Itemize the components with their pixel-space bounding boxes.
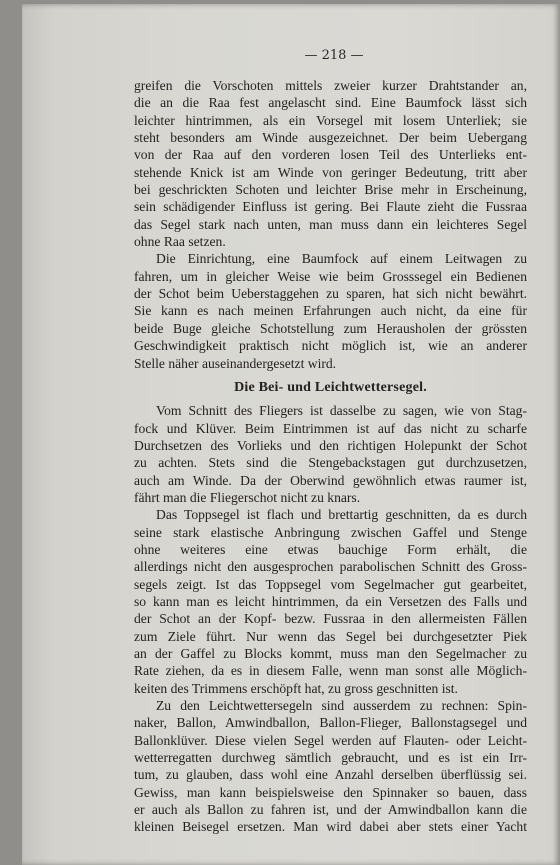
text-line: bei geschrickten Schoten und leichter Brise mehr in Erscheinung, <box>134 182 527 198</box>
text-line: segels zeigt. Ist das Toppsegel vom Segelmacher gut gearbeitet, <box>134 576 527 592</box>
text-line: das Segel stark nach unten, man muss dann ein leichteres Segel <box>134 216 527 232</box>
text-line: fährt man die Fliegerschot nicht zu knars. <box>134 489 361 505</box>
text-line: Das Toppsegel ist flach und brettartig geschnitten, da es durch <box>156 507 527 523</box>
text-line: Zu den Leichtwettersegeln sind ausserdem zu rechnen: Spin- <box>156 698 527 714</box>
text-line: wetterregatten durchweg sämtlich gebraucht, und es ist ein Irr- <box>134 750 527 766</box>
paragraph <box>134 506 527 697</box>
text-line: kleinen Beisegel ersetzen. Man wird dabei aber stets einer Yacht <box>134 819 527 835</box>
text-line: Ballonklüver. Diese vielen Segel werden auf Flauten- oder Leicht- <box>134 732 527 748</box>
text-line: stehende Knick ist am Winde von geringer Bedeutung, tritt aber <box>134 164 527 180</box>
text-line: fock und Klüver. Beim Eintrimmen ist auf das nicht zu scharfe <box>134 420 527 436</box>
text-line: allerdings nicht den ausgesprochen parabolischen Schnitt des Gross- <box>134 559 527 575</box>
text-line: von der Raa auf den vorderen losen Teil des Unterlieks ent- <box>134 147 527 163</box>
text-line: zu achten. Stets sind die Stengebackstagen gut durchzusetzen, <box>134 455 527 471</box>
paragraph <box>134 250 527 371</box>
text-line: beide Buge gleiche Schotstellung zum Herausholen der grössten <box>134 320 527 336</box>
body-text <box>134 77 527 836</box>
text-line: seine stark elastische Anbringung zwischen Gaffel und Stenge <box>134 524 527 540</box>
text-line: Rate ziehen, da es in diesem Falle, wenn man sonst alle Möglich- <box>134 663 527 679</box>
section-heading: Die Bei- und Leichtwettersegel. <box>234 379 427 395</box>
section-after-heading <box>134 402 527 836</box>
text-line: leichter hintrimmen, als ein Vorsegel mit losem Unterliek; sie <box>134 112 527 128</box>
text-line: auch am Winde. Da der Oberwind gewöhnlich etwas raumer ist, <box>134 472 527 488</box>
text-line: Durchsetzen des Vorlieks und den richtigen Holepunkt der Schot <box>134 437 527 453</box>
text-line: fahren, um in gleicher Weise wie beim Grosssegel ein Bedienen <box>134 268 527 284</box>
text-line: greifen die Vorschoten mittels zweier kurzer Drahtstander an, <box>134 78 527 93</box>
text-line: tum, zu glauben, dass wohl eine Anzahl derselben überflüssig sei. <box>134 767 527 783</box>
paragraph <box>134 77 527 250</box>
text-line: sein schädigender Einfluss ist gering. Bei Flaute zieht die Fussraa <box>134 199 527 215</box>
text-line: keiten des Trimmens erschöpft hat, zu gross geschnitten ist. <box>134 680 458 696</box>
text-line: Geschwindigkeit praktisch nicht möglich ist, wie an anderer <box>134 338 527 354</box>
text-line: zum Ziele führt. Nur wenn das Segel bei durchgesetzter Piek <box>134 628 527 644</box>
text-line: naker, Ballon, Amwindballon, Ballon-Flieger, Ballonstagsegel und <box>134 715 527 731</box>
text-line: an der Gaffel zu Blocks kommt, muss man den Segelmacher zu <box>134 646 527 661</box>
text-line: so kann man es leicht hintrimmen, da ein Versetzen des Falls und <box>134 593 527 609</box>
text-line: Die Einrichtung, eine Baumfock auf einem Leitwagen zu <box>156 251 527 267</box>
text-line: der Schot an der Kopf- bezw. Fussraa in den allermeisten Fällen <box>134 611 527 627</box>
text-line: der Schot beim Ueberstaggehen zu sparen, hat sich nicht bewährt. <box>134 286 527 302</box>
text-line: Stelle näher auseinandergesetzt wird. <box>134 355 337 371</box>
section-before-heading <box>134 77 527 372</box>
text-line: Gewiss, man kann beispielsweise den Spinnaker so bauen, dass <box>134 784 527 800</box>
text-line: Sie kann es nach meinen Erfahrungen auch nicht, da eine für <box>134 303 527 319</box>
book-page <box>22 4 560 865</box>
text-line: Vom Schnitt des Fliegers ist dasselbe zu sagen, wie von Stag- <box>156 403 527 419</box>
text-line: er auch als Ballon zu fahren ist, und der Amwindballon kann die <box>134 802 527 818</box>
text-line: die an die Raa fest angelascht sind. Eine Baumfock lässt sich <box>134 95 527 111</box>
paragraph <box>134 697 527 836</box>
paragraph <box>134 402 527 506</box>
page-number: — 218 — <box>304 48 364 63</box>
text-line: ohne weiteres eine etwas bauchige Form erhält, die <box>134 541 527 557</box>
text-line: ohne Raa setzen. <box>134 234 226 250</box>
text-line: steht besonders am Winde ausgezeichnet. Der beim Uebergang <box>134 130 527 146</box>
